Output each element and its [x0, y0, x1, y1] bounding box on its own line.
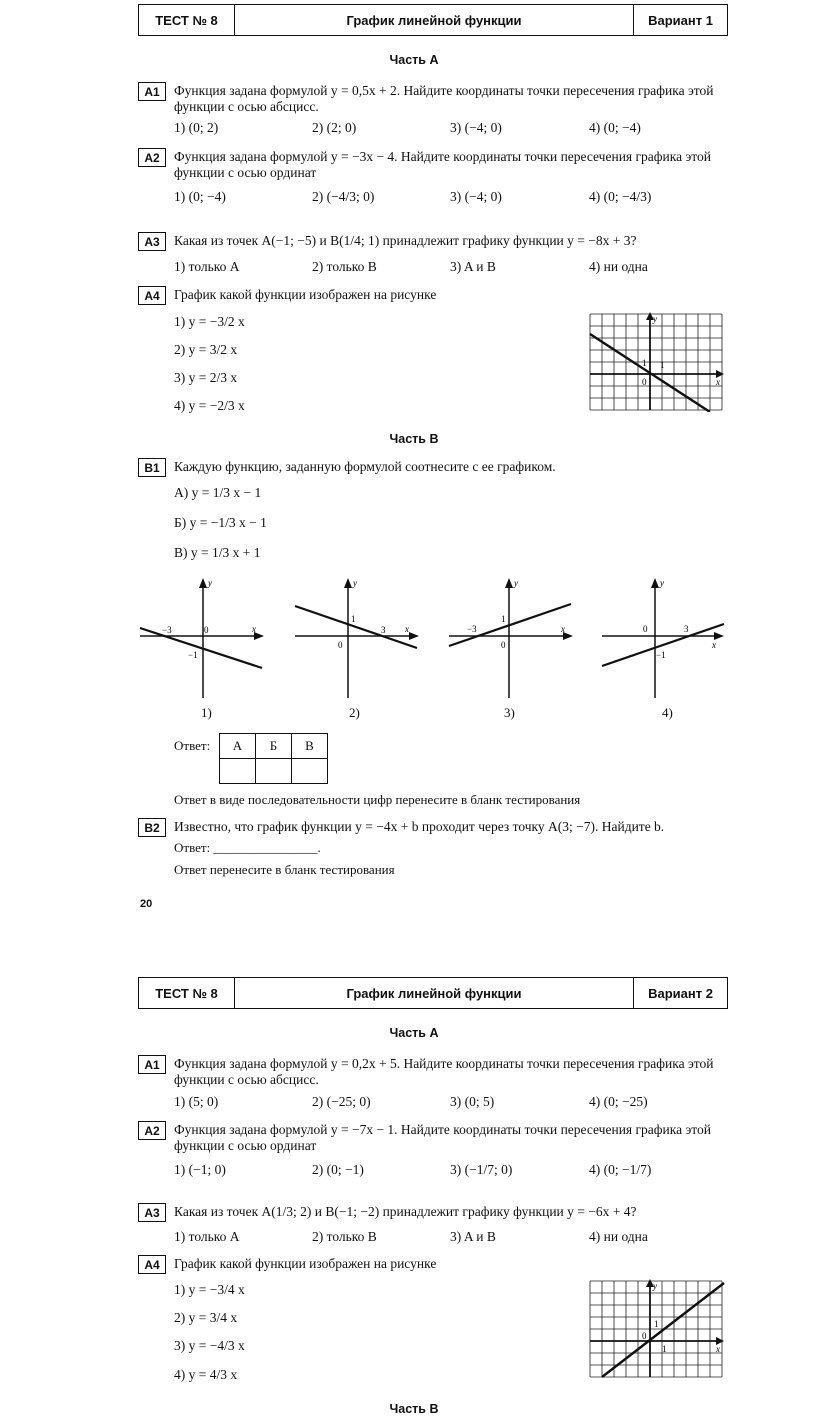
variant-label: Вариант 2 [648, 985, 713, 1001]
question-a3-text: Какая из точек A(−1; −5) и B(1/4; 1) принадлежит графику функции y = −8x + 3? [174, 233, 637, 248]
b2-note: Ответ перенесите в бланк тестирования [174, 862, 395, 877]
svg-text:3: 3 [684, 624, 689, 634]
svg-text:0: 0 [204, 625, 209, 635]
svg-text:y: y [653, 314, 657, 324]
option-a4-1-v2: 1) y = −3/4 x [174, 1282, 245, 1297]
option-a1-4: 4) (0; −4) [589, 120, 641, 135]
svg-text:x: x [712, 640, 716, 650]
part-b-heading: Часть В [389, 432, 439, 446]
variant-label: Вариант 1 [648, 12, 713, 28]
option-a1-4-v2: 4) (0; −25) [589, 1094, 648, 1109]
b1-graph-label-2: 2) [349, 705, 360, 720]
answer-cell-b[interactable] [256, 759, 292, 784]
svg-text:1: 1 [351, 614, 356, 624]
svg-text:y: y [208, 578, 212, 588]
part-b-heading-v2: Часть В [389, 1402, 439, 1416]
option-a3-2-v2: 2) только B [312, 1229, 377, 1244]
svg-text:−3: −3 [162, 625, 172, 635]
test-header-v1 [138, 4, 728, 36]
option-a4-3-v2: 3) y = −4/3 x [174, 1338, 245, 1353]
test-header-v2 [138, 977, 728, 1009]
question-tag-a1: А1 [138, 82, 166, 101]
question-a1-text: Функция задана формулой y = 0,5x + 2. Найдите координаты точки пересечения графика этой функции с осью абсцисс. [174, 83, 714, 114]
option-a3-4-v2: 4) ни одна [589, 1229, 648, 1244]
svg-text:0: 0 [643, 624, 648, 634]
question-tag-a1-v2: А1 [138, 1055, 166, 1074]
svg-text:3: 3 [381, 625, 386, 635]
svg-text:1: 1 [662, 1344, 667, 1354]
b1-graph-1 [138, 576, 268, 700]
svg-text:y: y [660, 578, 664, 588]
question-tag-a2: А2 [138, 148, 166, 167]
b1-note: Ответ в виде последовательности цифр перенесите в бланк тестирования [174, 792, 581, 807]
svg-text:y: y [514, 578, 518, 588]
option-b1-a: А) y = 1/3 x − 1 [174, 485, 262, 500]
option-a2-1-v2: 1) (−1; 0) [174, 1162, 226, 1177]
option-a4-4: 4) y = −2/3 x [174, 398, 245, 413]
option-a1-2: 2) (2; 0) [312, 120, 357, 135]
option-a4-1: 1) y = −3/2 x [174, 314, 245, 329]
option-a1-3-v2: 3) (0; 5) [450, 1094, 495, 1109]
question-tag-a4: А4 [138, 286, 166, 305]
b1-graph-label-1: 1) [201, 705, 212, 720]
b1-answer-table [219, 733, 328, 784]
b1-graph-4 [600, 576, 726, 700]
question-tag-a4-v2: А4 [138, 1255, 166, 1274]
option-a2-3-v2: 3) (−1/7; 0) [450, 1162, 513, 1177]
question-tag-a2-v2: А2 [138, 1121, 166, 1140]
test-title: График линейной функции [235, 5, 634, 35]
option-a3-3-v2: 3) A и B [450, 1229, 496, 1244]
svg-text:1: 1 [642, 358, 647, 368]
question-a3-text-v2: Какая из точек A(1/3; 2) и B(−1; −2) принадлежит графику функции y = −6x + 4? [174, 1204, 637, 1219]
question-tag-b2: В2 [138, 818, 166, 837]
question-b2-text: Известно, что график функции y = −4x + b проходит через точку A(3; −7). Найдите b. [174, 819, 665, 834]
option-a3-2: 2) только B [312, 259, 377, 274]
test-number: ТЕСТ № 8 [139, 5, 235, 35]
option-a2-4: 4) (0; −4/3) [589, 189, 652, 204]
svg-text:0: 0 [642, 377, 647, 387]
svg-text:x: x [716, 377, 720, 387]
svg-text:y: y [353, 578, 357, 588]
test-number: ТЕСТ № 8 [139, 978, 235, 1008]
option-a4-2: 2) y = 3/2 x [174, 342, 238, 357]
option-a1-1: 1) (0; 2) [174, 120, 219, 135]
answer-cell-a[interactable] [220, 759, 256, 784]
question-tag-a3-v2: А3 [138, 1203, 166, 1222]
svg-text:1: 1 [501, 614, 506, 624]
answer-col-c: В [292, 734, 328, 759]
option-a1-3: 3) (−4; 0) [450, 120, 502, 135]
option-a4-3: 3) y = 2/3 x [174, 370, 238, 385]
question-tag-a3: А3 [138, 232, 166, 251]
question-a4-text-v2: График какой функции изображен на рисунке [174, 1256, 437, 1271]
b1-graph-label-3: 3) [504, 705, 515, 720]
question-tag-b1: В1 [138, 458, 166, 477]
option-a2-2: 2) (−4/3; 0) [312, 189, 375, 204]
option-a1-2-v2: 2) (−25; 0) [312, 1094, 371, 1109]
b1-graph-2 [293, 576, 423, 700]
svg-text:1: 1 [660, 360, 665, 370]
svg-text:y: y [653, 1281, 657, 1291]
option-a3-1-v2: 1) только A [174, 1229, 240, 1244]
answer-cell-c[interactable] [292, 759, 328, 784]
question-a2-text: Функция задана формулой y = −3x − 4. Найдите координаты точки пересечения графика этой функции с осью ординат [174, 149, 711, 180]
test-title: График линейной функции [235, 978, 634, 1008]
option-a3-4: 4) ни одна [589, 259, 648, 274]
option-a3-1: 1) только A [174, 259, 240, 274]
a4-graph-v2 [588, 1279, 726, 1379]
option-a2-3: 3) (−4; 0) [450, 189, 502, 204]
part-a-heading: Часть А [389, 53, 439, 67]
question-a1-text-v2: Функция задана формулой y = 0,2x + 5. Найдите координаты точки пересечения графика этой функции с осью абсцисс. [174, 1056, 714, 1087]
svg-text:0: 0 [338, 640, 343, 650]
option-a4-4-v2: 4) y = 4/3 x [174, 1367, 238, 1382]
svg-text:1: 1 [654, 1319, 659, 1329]
option-a2-4-v2: 4) (0; −1/7) [589, 1162, 652, 1177]
option-b1-b: Б) y = −1/3 x − 1 [174, 515, 267, 530]
svg-text:−1: −1 [656, 650, 666, 660]
answer-col-a: А [220, 734, 256, 759]
question-b1-text: Каждую функцию, заданную формулой соотнесите с ее графиком. [174, 459, 556, 474]
svg-text:x: x [561, 624, 565, 634]
option-a2-2-v2: 2) (0; −1) [312, 1162, 364, 1177]
option-b1-c: В) y = 1/3 x + 1 [174, 545, 261, 560]
option-a4-2-v2: 2) y = 3/4 x [174, 1310, 238, 1325]
svg-text:x: x [252, 624, 256, 634]
option-a1-1-v2: 1) (5; 0) [174, 1094, 219, 1109]
svg-text:−3: −3 [467, 624, 477, 634]
answer-col-b: Б [256, 734, 292, 759]
svg-text:−1: −1 [188, 650, 198, 660]
svg-text:x: x [716, 1344, 720, 1354]
option-a3-3: 3) A и B [450, 259, 496, 274]
b1-answer-label: Ответ: [174, 738, 211, 753]
page-number: 20 [140, 898, 153, 910]
svg-text:0: 0 [501, 640, 506, 650]
b2-answer-line[interactable]: Ответ: ________________. [174, 840, 321, 855]
part-a-heading-v2: Часть А [389, 1026, 439, 1040]
svg-text:x: x [405, 624, 409, 634]
svg-text:0: 0 [642, 1331, 647, 1341]
option-a2-1: 1) (0; −4) [174, 189, 226, 204]
b1-graph-3 [447, 576, 577, 700]
question-a2-text-v2: Функция задана формулой y = −7x − 1. Найдите координаты точки пересечения графика этой функции с осью ординат [174, 1122, 711, 1153]
a4-graph-v1 [588, 312, 726, 412]
question-a4-text: График какой функции изображен на рисунке [174, 287, 437, 302]
b1-graph-label-4: 4) [662, 705, 673, 720]
